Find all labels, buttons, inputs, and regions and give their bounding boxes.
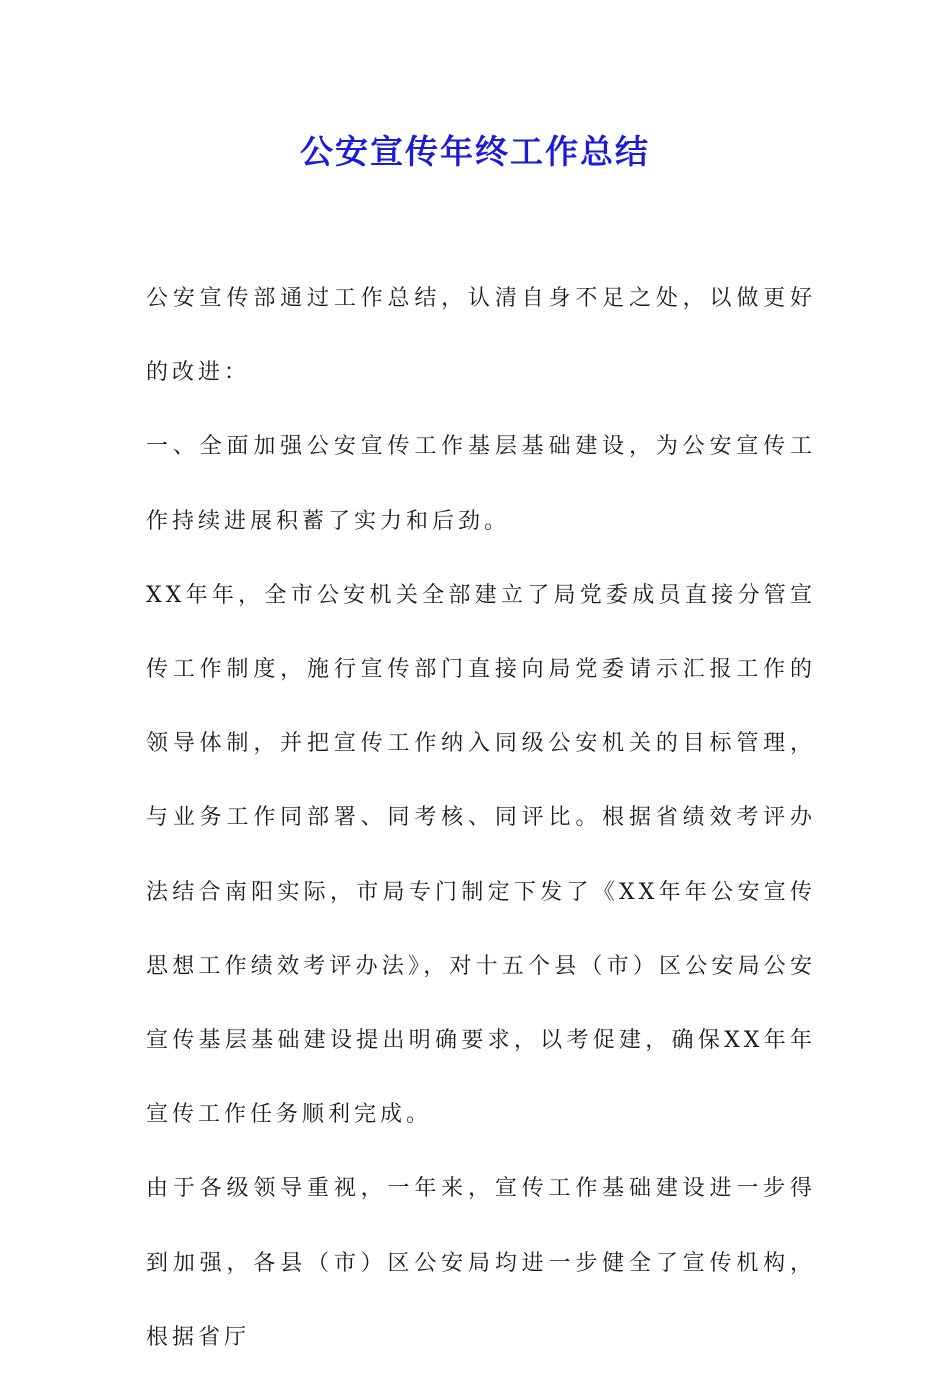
paragraph-results: 由于各级领导重视，一年来，宣传工作基础建设进一步得到加强，各县（市）区公安局均进一步健全了宣传机构，根据省厅 xyxy=(146,1176,816,1350)
paragraph-intro: 公安宣传部通过工作总结，认清自身不足之处，以做更好的改进： xyxy=(146,286,816,386)
document-body xyxy=(146,262,816,1375)
paragraph-system-building: XX年年，全市公安机关全部建立了局党委成员直接分管宣传工作制度，施行宣传部门直接向局党委请示汇报工作的领导体制，并把宣传工作纳入同级公安机关的目标管理，与业务工作同部署、同考核、同评比。根据省绩效考评办法结合南阳实际，市局专门制定下发了《XX年年公安宣传思想工作绩效考评办法》，对十五个县（市）区公安局公安宣传基层基础建设提出明确要求，以考促建，确保XX年年宣传工作任务顺利完成。 xyxy=(146,582,816,1128)
paragraph-section-one-heading: 一、全面加强公安宣传工作基层基础建设，为公安宣传工作持续进展积蓄了实力和后劲。 xyxy=(146,434,816,534)
document-title: 公安宣传年终工作总结 xyxy=(300,132,650,171)
